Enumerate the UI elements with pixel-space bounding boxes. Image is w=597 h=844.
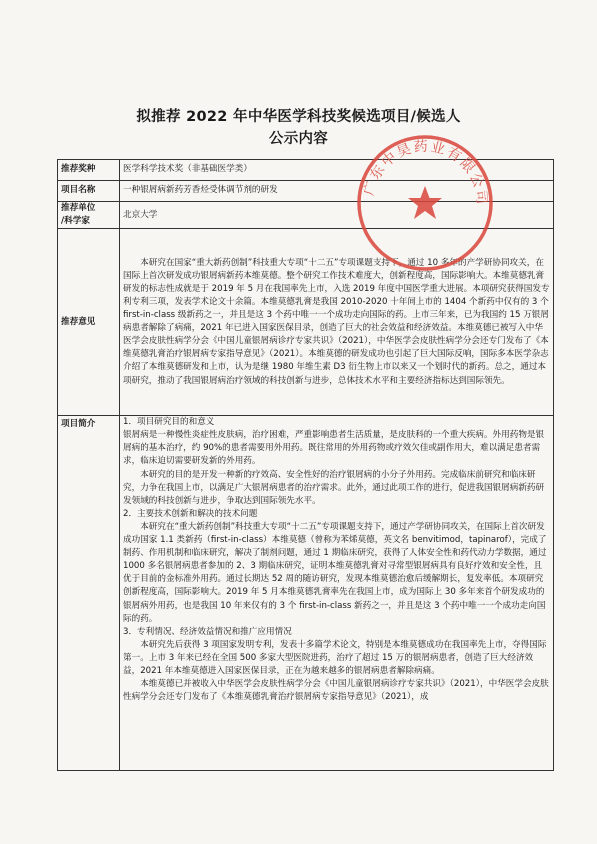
seal-company-text: 广东中昊药业有限公司: [361, 138, 490, 207]
recommending-unit-value: 北京大学: [120, 202, 554, 229]
patents-paragraph-2: 本维莫德已并被收入中华医学会皮肤性病学分会《中国儿童银屑病诊疗专家共识》（2021），中华医学会皮肤性病学分会还专门发布了《本维莫德乳膏治疗银屑病专家指导意见》（2021），成: [123, 679, 549, 703]
project-introduction-cell: [120, 416, 554, 771]
recommending-unit-label-line1: 推荐单位: [61, 203, 96, 213]
row-project-introduction: [58, 416, 554, 771]
award-type-value: 医学科学技术奖（非基础医学类）: [120, 160, 554, 181]
nomination-form-table: [57, 159, 554, 771]
section-heading-innovation: 2．主要技术创新和解决的技术问题: [123, 508, 258, 519]
document-title: 拟推荐 2022 年中华医学科技奖候选项目/候选人: [136, 109, 461, 125]
row-project-name: [58, 181, 554, 202]
document-subtitle: 公示内容: [268, 131, 329, 147]
award-type-label: 推荐奖种: [58, 160, 120, 181]
section-heading-purpose: 1．项目研究目的和意义: [123, 417, 215, 428]
recommendation-opinion-cell: [120, 229, 554, 416]
row-recommending-unit: [58, 202, 554, 229]
innovation-paragraph: 本研究在“重大新药创制”科技重大专项“十二五”专项课题支持下，通过产学研协同攻关，在国际上首次研发成功国家 1.1 类新药（first-in-class）本维莫德（曾称为苯烯莫德，英文名 benvitimod，tapinarof），完成了制药、作用机制和临床研究，解决了制剂问题，通过 1 期临床研究，获得了人体安全性和药代动力学数据，通过 1000 多名银屑病患者参加的 2、3 期临床研究，证明本维莫德乳膏对寻常型银屑病具有良好疗效和安全性，且优于目前的金标准外用药。通过长期达 52 周的随访研究，发现本维莫德治愈后缓解期长，复发率低。本项研究创新程度高，国际影响大。2019 年 5 月本维莫德乳膏率先在我国上市，成为国际上 30 多年来首个研发成功的银屑病外用药，也是我国 10 年来仅有的 3 个 first-in-class 新药之一，并且是这 3 个药中唯一一个成功走向国际的药。: [123, 521, 547, 624]
recommendation-opinion-text: 本研究在国家“重大新药创制”科技重大专项“十二五”专项课题支持下，通过 10 多年的产学研协同攻关，在国际上首次研发成功银屑病新药本维莫德。整个研究工作技术难度大，创新程度高，国际影响大。本维莫德乳膏研发的标志性成就是于 2019 年 5 月在我国率先上市，入选 2019 年度中国医学重大进展。本项研究获得国发专利专利三项，发表学术论文十余篇。本维莫德乳膏是我国 2010-2020 十年间上市的 1404 个新药中仅有的 3 个 first-in-class 级新药之一，并且是这 3 个药中唯一一个成功走向国际的药。上市三年来，已为我国约 15 万银屑病患者解除了病痛，2021 年已进入国家医保目录，创造了巨大的社会效益和经济效益。本维莫德已被写入中华医学会皮肤性病学分会《中国儿童银屑病诊疗专家共识》（2021），中华医学会皮肤性病学分会还专门发布了《本维莫德乳膏治疗银屑病专家指导意见》（2021）。本维莫德的研发成功也引起了巨大国际反响，国际多本医学杂志介绍了本维莫德研发和上市，认为是继 1980 年维生素 D3 衍生物上市以来又一个划时代的新药。总之，通过本项研究，推动了我国银屑病治疗领域的科技创新与进步，总体技术水平和主要经济指标达到国际领先。: [123, 257, 550, 386]
patents-paragraph-1: 本研究先后获得 3 项国家发明专利，发表十多篇学术论文，特别是本维莫德成功在我国率先上市，夺得国际第一。上市 3 年来已经在全国 500 多家大型医院进药，治疗了超过 15 万的银屑病患者，创造了巨大经济效益，2021 年本维莫德进入国家医保目录，正在为越来越多的银屑病患者解除病痛。: [123, 639, 547, 676]
recommending-unit-label-line2: /科学家: [61, 216, 90, 227]
project-name-label: 项目名称: [58, 181, 120, 202]
recommending-unit-label: [58, 202, 120, 229]
purpose-paragraph-1: 银屑病是一种慢性炎症性皮肤病，治疗困难，严重影响患者生活质量，是皮肤科的一个重大疾病。外用药物是银屑病的基本治疗，约 90%的患者需要用外用药。既往常用的外用药物或疗效欠佳或副作用大，难以满足患者需求，临床迫切需要研发新的外用药。: [123, 430, 545, 467]
project-name-value: 一种银屑病新药芳香烃受体调节剂的研发: [120, 181, 554, 202]
purpose-paragraph-2: 本研究的目的是开发一种新的疗效高、安全性好的治疗银屑病的小分子外用药。完成临床前研究和临床研究，力争在我国上市，以满足广大银屑病患者的治疗需求。此外，通过此项工作的进行，促进我国银屑病新药研发领域的科技创新与进步，争取达到国际领先水平。: [123, 469, 545, 506]
row-award-type: [58, 160, 554, 181]
row-recommendation-opinion: [58, 229, 554, 416]
recommendation-opinion-label: 推荐意见: [58, 229, 120, 416]
project-introduction-label: 项目简介: [58, 416, 120, 771]
section-heading-patents: 3．专利情况、经济效益情况和推广应用情况: [123, 626, 292, 637]
